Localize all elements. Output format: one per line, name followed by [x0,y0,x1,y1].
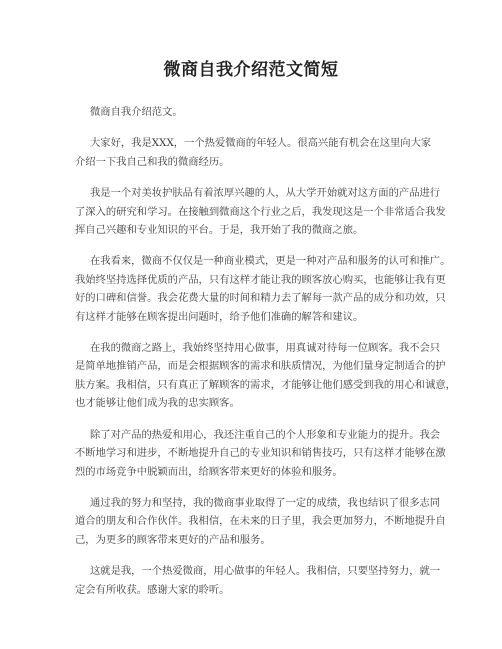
paragraph-customer-care [75,339,462,413]
paragraph-line: 有这样才能够在顾客提出问题时，给予他们准确的解答和建议。 [75,310,364,323]
paragraph-background [75,184,462,239]
paragraph-greeting [75,134,462,171]
paragraph-line: 道合的朋友和合作伙伴。我相信，在未来的日子里，我会更加努力，不断地提升自 [75,515,446,528]
paragraph-line: 通过我的努力和坚持，我的微商事业取得了一定的成绩，我也结识了很多志同 [90,496,441,509]
paragraph-line: 在我的微商之路上，我始终坚持用心做事，用真诚对待每一位顾客。我不会只 [90,342,441,355]
paragraph-intro [90,103,462,121]
paragraph-line: 是简单地推销产品，而是会根据顾客的需求和肤质情况，为他们量身定制适合的护 [75,360,446,373]
paragraph-line: 大家好，我是XXX，一个热爱微商的年轻人。很高兴能有机会在这里向大家 [90,137,432,150]
document-title: 微商自我介绍范文简短 [163,60,339,80]
paragraph-line: 定会有所收获。感谢大家的聆听。 [75,583,230,596]
paragraph-line: 肤方案。我相信，只有真正了解顾客的需求，才能够让他们感受到我的用心和诚意， [75,378,456,391]
paragraph-line: 了深入的研究和学习。在接触到微商这个行业之后，我发现这是一个非常适合我发 [75,205,446,218]
paragraph-line: 也才能够让他们成为我的忠实顾客。 [75,397,240,410]
paragraph-line: 除了对产品的热爱和用心，我还注重自己的个人形象和专业能力的提升。我会 [90,428,441,441]
paragraph-closing [75,562,462,599]
paragraph-line: 不断地学习和进步，不断地提升自己的专业知识和销售技巧，只有这样才能够在激 [75,447,446,460]
paragraph-achievements [75,494,462,549]
paragraph-line: 挥自己兴趣和专业知识的平台。于是，我开始了我的微商之旅。 [75,224,364,237]
paragraph-line: 我是一个对美妆护肤品有着浓厚兴趣的人，从大学开始就对这方面的产品进行 [90,187,441,200]
paragraph-line: 好的口碑和信誉。我会花费大量的时间和精力去了解每一款产品的成分和功效，只 [75,292,446,305]
paragraph-line: 微商自我介绍范文。 [90,106,183,118]
paragraph-line: 在我看来，微商不仅仅是一种商业模式，更是一种对产品和服务的认可和推广。 [90,255,451,268]
paragraph-line: 这就是我，一个热爱微商，用心做事的年轻人。我相信，只要坚持努力，就一 [90,565,441,578]
paragraph-line: 我始终坚持选择优质的产品，只有这样才能让我的顾客放心购买，也能够让我有更 [75,273,446,286]
paragraph-self-improvement [75,426,462,481]
paragraph-philosophy [75,252,462,326]
document-body [75,103,462,599]
paragraph-line: 己，为更多的顾客带来更好的产品和服务。 [75,533,271,546]
paragraph-line: 介绍一下我自己和我的微商经历。 [75,155,230,168]
paragraph-line: 烈的市场竞争中脱颖而出，给顾客带来更好的体验和服务。 [75,465,343,478]
